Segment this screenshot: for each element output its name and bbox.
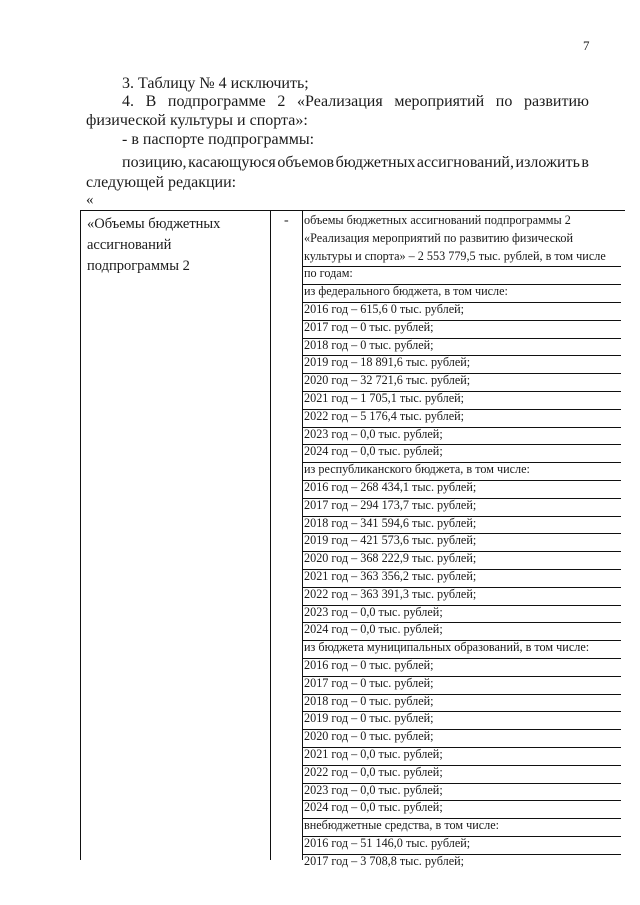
table-value-line: из федерального бюджета, в том числе:: [304, 284, 508, 299]
budget-table: [80, 210, 640, 868]
table-row-separator: [303, 818, 621, 819]
table-value-line: культуры и спорта» – 2 553 779,5 тыс. рублей, в том числе: [304, 248, 606, 263]
table-row-separator: [303, 694, 621, 695]
table-row-separator: [303, 587, 621, 588]
word: изложить: [515, 154, 580, 171]
table-value-line: 2016 год – 51 146,0 тыс. рублей;: [304, 835, 471, 850]
table-row-separator: [303, 729, 621, 730]
table-row-separator: [303, 338, 621, 339]
word: объемов: [277, 154, 335, 171]
table-column-divider-2: [302, 210, 303, 860]
word: В: [145, 93, 157, 110]
table-row-separator: [303, 284, 621, 285]
table-value-line: по годам:: [304, 266, 353, 281]
table-row-separator: [303, 800, 621, 801]
table-row-separator: [303, 658, 621, 659]
table-value-line: из бюджета муниципальных образований, в том числе:: [304, 640, 590, 655]
table-row-separator: [303, 266, 621, 267]
table-value-line: 2019 год – 18 891,6 тыс. рублей;: [304, 355, 471, 370]
word: касающуюся: [188, 154, 276, 171]
table-row-separator: [303, 516, 621, 517]
table-value-line: 2022 год – 5 176,4 тыс. рублей;: [304, 408, 465, 423]
table-dash-cell: -: [284, 213, 289, 228]
table-value-line: 2018 год – 341 594,6 тыс. рублей;: [304, 515, 477, 530]
table-row-separator: [303, 622, 621, 623]
table-value-line: объемы бюджетных ассигнований подпрограммы 2: [304, 213, 571, 227]
word: позицию,: [122, 154, 187, 171]
page-number: 7: [583, 38, 590, 53]
table-row-separator: [303, 462, 621, 463]
table-value-line: 2023 год – 0,0 тыс. рублей;: [304, 426, 443, 441]
word: мероприятий: [394, 93, 485, 110]
table-value-line: 2019 год – 421 573,6 тыс. рублей;: [304, 533, 477, 548]
table-left-border: [80, 210, 81, 860]
word: 4.: [122, 93, 134, 110]
table-row-separator: [303, 676, 621, 677]
table-row-separator: [303, 409, 621, 410]
paragraph-position-line-1: [122, 153, 589, 173]
table-value-line: 2017 год – 3 708,8 тыс. рублей;: [304, 853, 465, 868]
table-row-separator: [303, 783, 621, 784]
paragraph-item-3: 3. Таблицу № 4 исключить;: [122, 75, 309, 92]
paragraph-passport: - в паспорте подпрограммы:: [122, 131, 315, 148]
table-row-separator: [303, 711, 621, 712]
label-line: подпрограммы 2: [87, 258, 190, 274]
table-value-line: 2019 год – 0 тыс. рублей;: [304, 711, 434, 726]
table-row-separator: [303, 854, 621, 855]
word: в: [581, 154, 589, 171]
opening-quote-mark: «: [86, 192, 94, 208]
table-row-separator: [303, 765, 621, 766]
word: 2: [277, 93, 286, 110]
word: подпрограмме: [167, 93, 266, 110]
table-value-line: 2020 год – 32 721,6 тыс. рублей;: [304, 373, 471, 388]
table-row-separator: [303, 320, 621, 321]
table-value-line: 2024 год – 0,0 тыс. рублей;: [304, 444, 443, 459]
table-value-line: из республиканского бюджета, в том числе:: [304, 462, 530, 477]
table-value-line: 2016 год – 0 тыс. рублей;: [304, 657, 434, 672]
table-value-line: 2023 год – 0,0 тыс. рублей;: [304, 782, 443, 797]
table-value-line: 2021 год – 363 356,2 тыс. рублей;: [304, 568, 477, 583]
table-top-border: [80, 210, 625, 211]
table-row-separator: [303, 569, 621, 570]
table-row-separator: [303, 444, 621, 445]
table-value-line: 2021 год – 0,0 тыс. рублей;: [304, 746, 443, 761]
table-value-line: 2016 год – 615,6 0 тыс. рублей;: [304, 301, 465, 316]
table-value-line: 2016 год – 268 434,1 тыс. рублей;: [304, 479, 477, 494]
paragraph-item-4-line-2: физической культуры и спорта»:: [86, 112, 308, 129]
table-row-separator: [303, 551, 621, 552]
table-row-separator: [303, 480, 621, 481]
table-row-separator: [303, 391, 621, 392]
table-label-cell: [87, 214, 272, 277]
table-row-separator: [303, 533, 621, 534]
table-value-line: 2021 год – 1 705,1 тыс. рублей;: [304, 390, 465, 405]
table-row-separator: [303, 373, 621, 374]
table-value-line: 2018 год – 0 тыс. рублей;: [304, 337, 434, 352]
word: бюджетных: [335, 154, 416, 171]
table-row-separator: [303, 302, 621, 303]
table-value-cell: [304, 212, 624, 870]
table-value-line: 2023 год – 0,0 тыс. рублей;: [304, 604, 443, 619]
table-column-divider-1: [270, 210, 271, 860]
table-value-line: 2022 год – 0,0 тыс. рублей;: [304, 764, 443, 779]
table-value-line: 2017 год – 0 тыс. рублей;: [304, 675, 434, 690]
table-row-separator: [303, 355, 621, 356]
word: «Реализация: [297, 93, 383, 110]
label-line: «Объемы бюджетных: [87, 216, 221, 232]
table-value-line: 2018 год – 0 тыс. рублей;: [304, 693, 434, 708]
table-value-line: внебюджетные средства, в том числе:: [304, 818, 500, 833]
label-line: ассигнований: [87, 237, 172, 253]
table-value-line: «Реализация мероприятий по развитию физической: [304, 230, 573, 245]
table-value-line: 2017 год – 294 173,7 тыс. рублей;: [304, 497, 477, 512]
table-row-separator: [303, 427, 621, 428]
table-value-line: 2024 год – 0,0 тыс. рублей;: [304, 622, 443, 637]
word: развитию: [523, 93, 589, 110]
table-value-line: 2024 год – 0,0 тыс. рублей;: [304, 800, 443, 815]
table-value-line: 2022 год – 363 391,3 тыс. рублей;: [304, 586, 477, 601]
table-row-separator: [303, 836, 621, 837]
table-value-line: 2017 год – 0 тыс. рублей;: [304, 319, 434, 334]
table-value-line: 2020 год – 368 222,9 тыс. рублей;: [304, 551, 477, 566]
table-row-separator: [303, 640, 621, 641]
table-value-line: 2020 год – 0 тыс. рублей;: [304, 729, 434, 744]
paragraph-position-line-2: следующей редакции:: [86, 174, 237, 191]
table-row-separator: [303, 747, 621, 748]
word: по: [495, 93, 513, 110]
word: ассигнований,: [416, 154, 514, 171]
paragraph-item-4-line-1: [122, 92, 589, 112]
table-row-separator: [303, 498, 621, 499]
table-row-separator: [303, 605, 621, 606]
